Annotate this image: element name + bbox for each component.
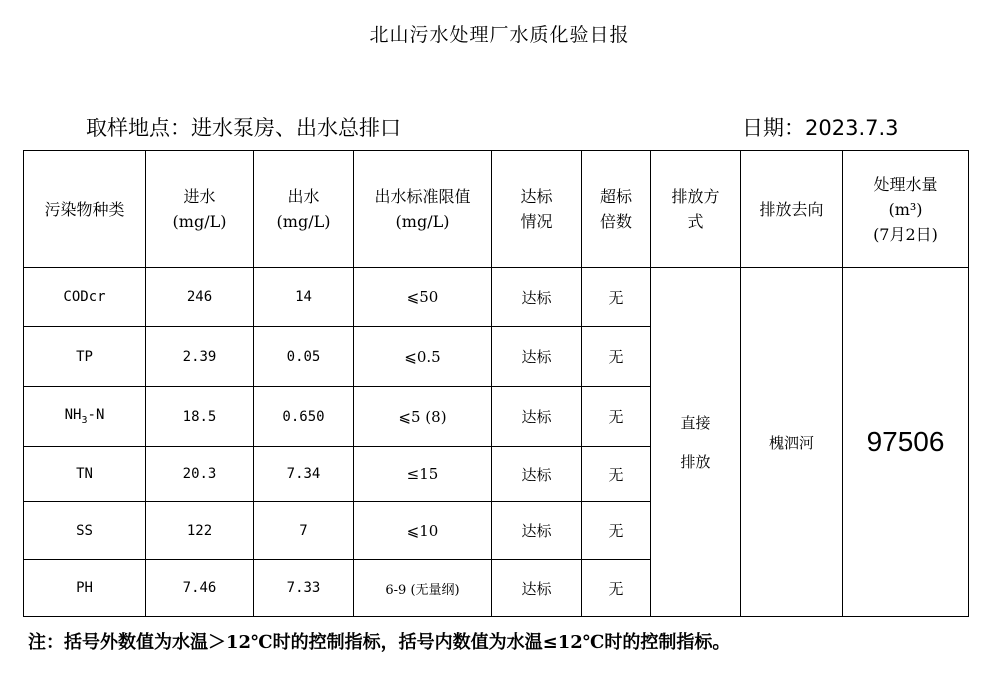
header-limit: 出水标准限值 (mg/L) [354,151,492,268]
outflow-value: 0.05 [254,327,354,387]
limit-value: ≤15 [354,447,492,502]
header-method: 排放方 式 [651,151,741,268]
pollutant-name: TP [24,327,146,387]
exceed-value: 无 [582,268,651,327]
sampling-location: 取样地点：进水泵房、出水总排口 [86,116,401,140]
status-value: 达标 [492,327,582,387]
outflow-value: 14 [254,268,354,327]
header-pollutant-type: 污染物种类 [24,151,146,268]
header-outflow: 出水 (mg/L) [254,151,354,268]
status-value: 达标 [492,560,582,617]
inflow-value: 20.3 [146,447,254,502]
inflow-value: 7.46 [146,560,254,617]
limit-value: ⩽0.5 [354,327,492,387]
status-value: 达标 [492,502,582,560]
header-inflow: 进水 (mg/L) [146,151,254,268]
exceed-value: 无 [582,502,651,560]
header-volume: 处理水量 (m³) (7月2日) [843,151,969,268]
pollutant-name: TN [24,447,146,502]
water-quality-table [23,150,969,617]
outflow-value: 7 [254,502,354,560]
pollutant-name: PH [24,560,146,617]
outflow-value: 7.34 [254,447,354,502]
inflow-value: 122 [146,502,254,560]
limit-value: 6-9 (无量纲) [354,560,492,617]
limit-value: ⩽5 (8) [354,387,492,447]
limit-value: ⩽10 [354,502,492,560]
discharge-method: 直接 排放 [651,268,741,617]
inflow-value: 246 [146,268,254,327]
header-status: 达标 情况 [492,151,582,268]
footnote: 注：括号外数值为水温＞12℃时的控制指标，括号内数值为水温≤12℃时的控制指标。 [28,632,731,653]
exceed-value: 无 [582,327,651,387]
status-value: 达标 [492,387,582,447]
report-date: 日期：2023.7.3 [742,116,899,140]
exceed-value: 无 [582,560,651,617]
outflow-value: 7.33 [254,560,354,617]
treated-volume: 97506 [843,268,969,617]
pollutant-name: $NH_3-N$ [24,387,146,447]
inflow-value: 18.5 [146,387,254,447]
pollutant-name: CODcr [24,268,146,327]
exceed-value: 无 [582,387,651,447]
outflow-value: 0.650 [254,387,354,447]
pollutant-name: SS [24,502,146,560]
inflow-value: 2.39 [146,327,254,387]
status-value: 达标 [492,447,582,502]
exceed-value: 无 [582,447,651,502]
header-exceed: 超标 倍数 [582,151,651,268]
status-value: 达标 [492,268,582,327]
limit-value: ⩽50 [354,268,492,327]
discharge-direction: 槐泗河 [741,268,843,617]
table-row [24,268,969,327]
header-row [24,151,969,268]
report-title: 北山污水处理厂水质化验日报 [369,24,630,46]
header-direction: 排放去向 [741,151,843,268]
